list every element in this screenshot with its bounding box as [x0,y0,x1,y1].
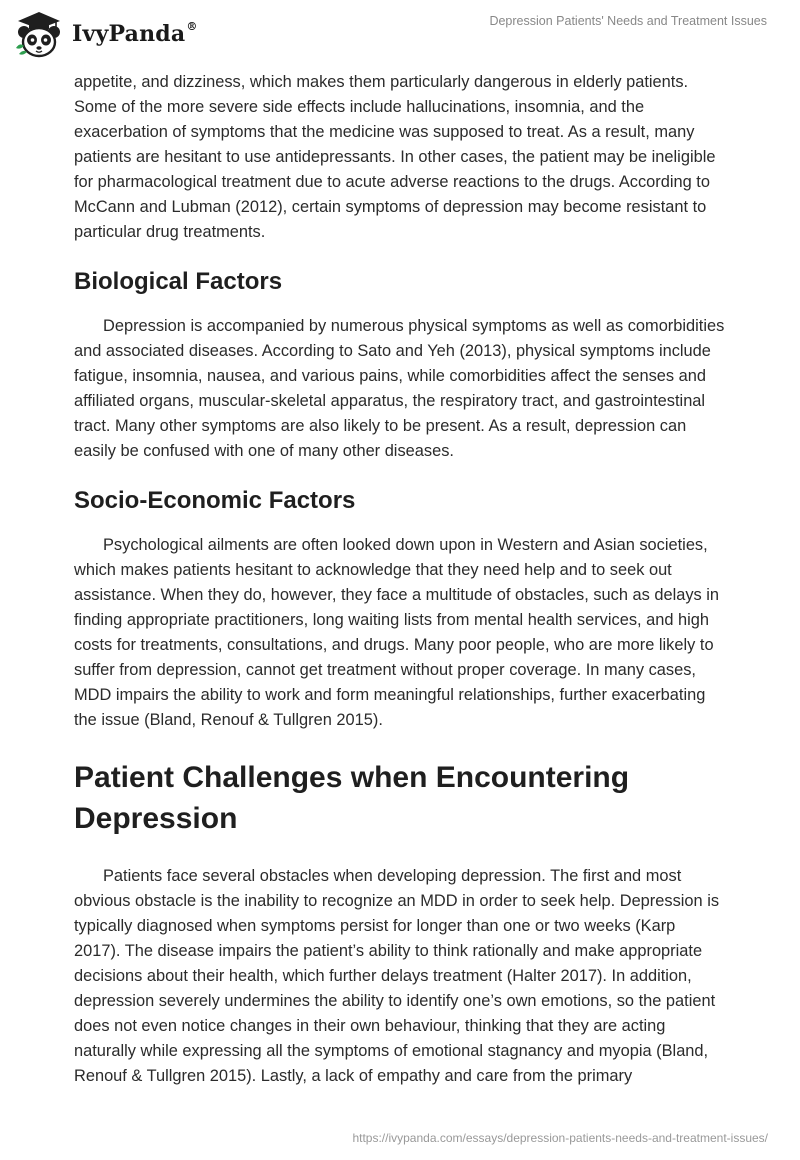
socio-economic-factors-paragraph: Psychological ailments are often looked down upon in Western and Asian societies, which makes patients hesitant to acknowledge that they need help and to seek out assistance. When they do, however, they face a multitude of obstacles, such as delays in finding appropriate practitioners, long waiting lists from mental health services, and high costs for treatments, consultations, and drugs. Many poor people, who are more likely to suffer from depression, cannot get treatment without proper coverage. In many cases, MDD impairs the ability to work and form meaningful relationships, further exacerbating the issue (Bland, Renouf & Tullgren 2015). [74,536,720,729]
ivypanda-logo[interactable] [14,10,198,60]
logo-text: IvyPanda [72,21,186,47]
intro-paragraph: appetite, and dizziness, which makes them particularly dangerous in elderly patients. Some of the more severe side effects include hallucinations, insomnia, and the exacerbation of symptoms that the medicine was supposed to treat. As a result, many patients are hesitant to use antidepressants. In other cases, the patient may be ineligible for pharmacological treatment due to acute adverse reactions to the drugs. According to McCann and Lubman (2012), certain symptoms of depression may become resistant to particular drug treatments. [74,73,716,241]
source-url[interactable]: https://ivypanda.com/essays/depression-patients-needs-and-treatment-issues/ [352,1131,768,1145]
logo-wordmark [72,21,198,47]
socio-economic-factors-heading: Socio-Economic Factors [74,487,356,514]
essay-content [74,70,726,1089]
panda-logo-icon [14,10,64,60]
registered-mark: ® [186,19,198,33]
patient-challenges-paragraph: Patients face several obstacles when developing depression. The first and most obvious obstacle is the inability to recognize an MDD in order to seek help. Depression is typically diagnosed when symptoms persist for longer than one or two weeks (Karp 2017). The disease impairs the patient’s ability to think rationally and make appropriate decisions about their health, which further delays treatment (Halter 2017). In addition, depression severely undermines the ability to identify one’s own emotions, so the patient does not even notice changes in their own behaviour, thinking that they are acting naturally while expressing all the symptoms of emotional stagnancy and myopia (Bland, Renouf & Tullgren 2015). Lastly, a lack of empathy and care from the primary [74,867,720,1085]
biological-factors-paragraph: Depression is accompanied by numerous physical symptoms as well as comorbidities and associated diseases. According to Sato and Yeh (2013), physical symptoms include fatigue, insomnia, nausea, and various pains, while comorbidities affect the senses and affiliated organs, muscular-skeletal apparatus, the respiratory tract, and gastrointestinal tract. Many other symptoms are also likely to be present. As a result, depression can easily be confused with one of many other diseases. [74,317,725,460]
document-title: Depression Patients' Needs and Treatment Issues [489,14,767,28]
page-header [0,0,800,66]
patient-challenges-heading: Patient Challenges when Encountering Depression [74,761,630,835]
biological-factors-heading: Biological Factors [74,268,283,295]
